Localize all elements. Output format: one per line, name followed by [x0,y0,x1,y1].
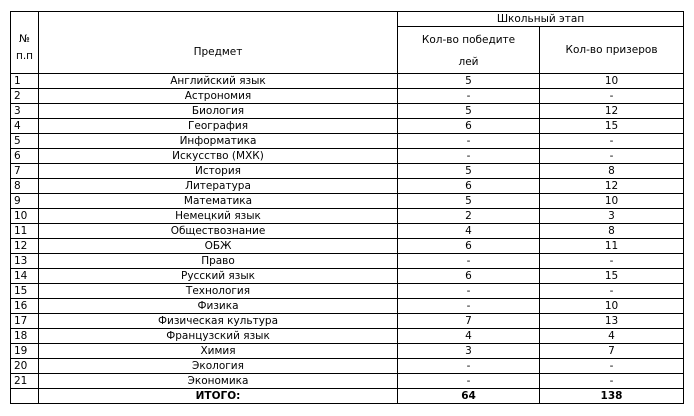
row-number: 12 [11,239,39,254]
row-prizewinners: 12 [540,104,684,119]
row-winners: 6 [398,239,540,254]
row-prizewinners: - [540,254,684,269]
row-subject: Информатика [39,134,398,149]
table-row [11,104,684,119]
row-winners: 5 [398,74,540,89]
table-row [11,134,684,149]
header-winners [398,27,540,74]
row-subject: Обществознание [39,224,398,239]
row-prizewinners: 15 [540,119,684,134]
row-subject: Русский язык [39,269,398,284]
header-number-abbr: п.п [15,49,34,62]
row-winners: - [398,284,540,299]
row-number: 5 [11,134,39,149]
total-label: ИТОГО: [39,389,398,404]
row-number: 15 [11,284,39,299]
table-row [11,224,684,239]
row-prizewinners: 7 [540,344,684,359]
row-winners: 6 [398,179,540,194]
row-number: 20 [11,359,39,374]
row-subject: География [39,119,398,134]
row-subject: Английский язык [39,74,398,89]
row-winners: - [398,89,540,104]
row-number: 6 [11,149,39,164]
row-number: 9 [11,194,39,209]
row-subject: Литература [39,179,398,194]
row-subject: Французский язык [39,329,398,344]
header-number-symbol: № [19,32,30,45]
row-winners: - [398,149,540,164]
table-row [11,119,684,134]
row-subject: История [39,164,398,179]
row-number: 11 [11,224,39,239]
table-row [11,164,684,179]
row-winners: 6 [398,269,540,284]
row-number: 7 [11,164,39,179]
row-number: 17 [11,314,39,329]
table-row [11,149,684,164]
row-number: 13 [11,254,39,269]
row-subject: ОБЖ [39,239,398,254]
header-number [11,12,39,74]
row-prizewinners: 10 [540,299,684,314]
row-prizewinners: 11 [540,239,684,254]
row-number: 3 [11,104,39,119]
table-row [11,74,684,89]
table-row [11,194,684,209]
row-number: 10 [11,209,39,224]
row-prizewinners: 8 [540,224,684,239]
row-number: 8 [11,179,39,194]
row-subject: Биология [39,104,398,119]
header-row-stage [11,12,684,27]
row-subject: Физика [39,299,398,314]
row-prizewinners: 10 [540,194,684,209]
row-subject: Экономика [39,374,398,389]
table-row [11,374,684,389]
row-subject: Искусство (МХК) [39,149,398,164]
row-prizewinners: 15 [540,269,684,284]
row-subject: Математика [39,194,398,209]
row-number: 16 [11,299,39,314]
row-prizewinners: - [540,134,684,149]
row-subject: Технология [39,284,398,299]
total-winners: 64 [398,389,540,404]
row-winners: 5 [398,194,540,209]
table-row [11,314,684,329]
row-winners: 7 [398,314,540,329]
row-winners: 2 [398,209,540,224]
row-subject: Химия [39,344,398,359]
header-subject: Предмет [39,12,398,74]
total-prizewinners: 138 [540,389,684,404]
table-row [11,239,684,254]
row-subject: Немецкий язык [39,209,398,224]
row-winners: - [398,359,540,374]
row-prizewinners: - [540,374,684,389]
table-row [11,179,684,194]
row-prizewinners: - [540,89,684,104]
row-prizewinners: 13 [540,314,684,329]
row-winners: 5 [398,164,540,179]
header-winners-line2: лей [458,56,479,68]
table-row [11,299,684,314]
row-winners: 4 [398,329,540,344]
header-prizewinners: Кол-во призеров [540,27,684,74]
row-winners: 4 [398,224,540,239]
olympiad-results-table [10,11,684,404]
row-prizewinners: - [540,284,684,299]
table-row [11,269,684,284]
row-prizewinners: 12 [540,179,684,194]
total-number [11,389,39,404]
row-subject: Физическая культура [39,314,398,329]
table-row [11,89,684,104]
header-stage: Школьный этап [398,12,684,27]
row-number: 4 [11,119,39,134]
row-subject: Экология [39,359,398,374]
row-prizewinners: 8 [540,164,684,179]
table-row [11,329,684,344]
row-number: 19 [11,344,39,359]
row-subject: Право [39,254,398,269]
row-number: 14 [11,269,39,284]
total-row [11,389,684,404]
row-prizewinners: 10 [540,74,684,89]
row-subject: Астрономия [39,89,398,104]
row-prizewinners: - [540,359,684,374]
row-winners: - [398,299,540,314]
row-number: 18 [11,329,39,344]
header-winners-line1: Кол-во победите [421,34,516,46]
row-prizewinners: 4 [540,329,684,344]
table-row [11,284,684,299]
row-number: 21 [11,374,39,389]
row-winners: - [398,254,540,269]
table-row [11,209,684,224]
row-number: 2 [11,89,39,104]
row-number: 1 [11,74,39,89]
table-row [11,359,684,374]
row-winners: 5 [398,104,540,119]
row-winners: - [398,134,540,149]
table-row [11,254,684,269]
row-prizewinners: 3 [540,209,684,224]
row-winners: 3 [398,344,540,359]
table-row [11,344,684,359]
row-prizewinners: - [540,149,684,164]
row-winners: - [398,374,540,389]
row-winners: 6 [398,119,540,134]
